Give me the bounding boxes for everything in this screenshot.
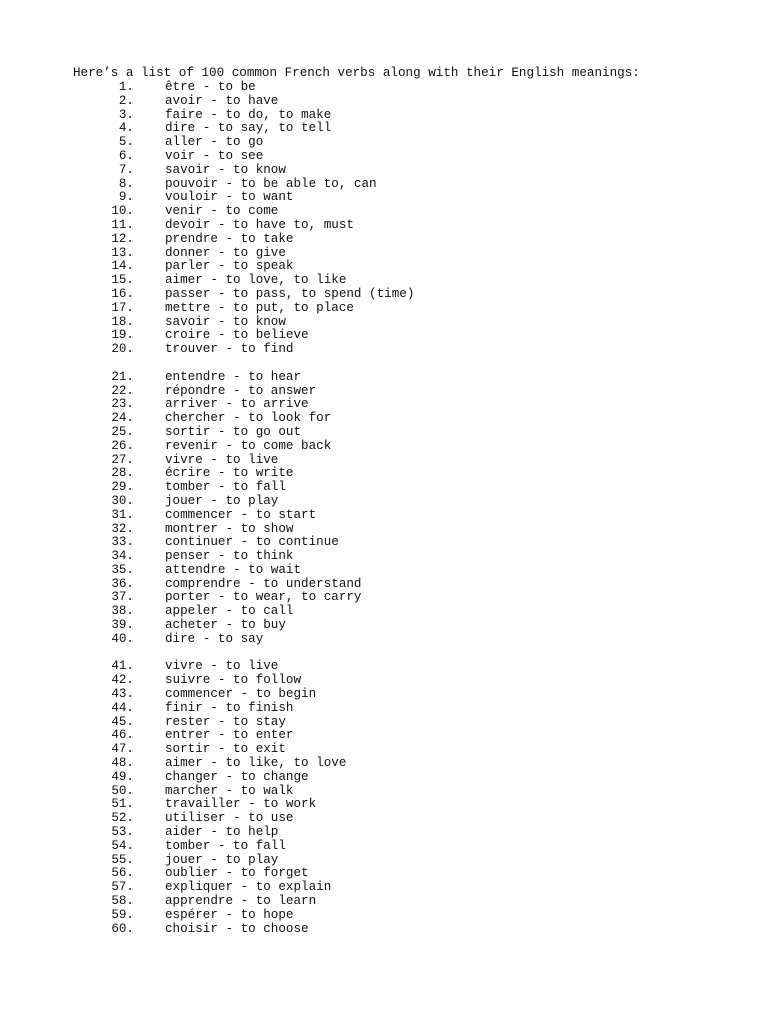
verb-entry: commencer - to start	[165, 507, 317, 522]
list-item-number: 40.	[111, 631, 134, 646]
list-item-number: 60.	[111, 921, 134, 936]
verb-entry: voir - to see	[165, 148, 264, 163]
verb-entry: aider - to help	[165, 825, 279, 840]
list-item-number: 42.	[111, 673, 134, 688]
verb-entry: attendre - to wait	[165, 562, 302, 577]
list-item	[0, 633, 768, 647]
list-item	[0, 523, 768, 537]
list-item	[0, 288, 768, 302]
verb-entry: mettre - to put, to place	[165, 300, 354, 315]
list-item-number: 41.	[111, 659, 134, 674]
verb-entry: vivre - to live	[165, 659, 279, 674]
list-item-number: 29.	[111, 480, 134, 495]
list-item-number: 19.	[111, 328, 134, 343]
list-item-number: 14.	[111, 259, 134, 274]
verb-entry: entrer - to enter	[165, 728, 294, 743]
list-item	[0, 481, 768, 495]
list-item-number: 7.	[118, 162, 134, 177]
list-item-number: 11.	[111, 217, 134, 232]
list-item-number: 5.	[118, 135, 134, 150]
verb-entry: dire - to say	[165, 631, 264, 646]
verb-group	[0, 371, 768, 647]
list-item	[0, 454, 768, 468]
verb-entry: parler - to speak	[165, 259, 294, 274]
verb-list	[0, 81, 768, 936]
list-item	[0, 550, 768, 564]
verb-entry: vouloir - to want	[165, 190, 294, 205]
list-item	[0, 219, 768, 233]
verb-entry: savoir - to know	[165, 314, 286, 329]
list-item-number: 33.	[111, 535, 134, 550]
list-item-number: 17.	[111, 300, 134, 315]
verb-entry: jouer - to play	[165, 852, 279, 867]
verb-entry: aller - to go	[165, 135, 264, 150]
verb-entry: passer - to pass, to spend (time)	[165, 286, 415, 301]
verb-entry: faire - to do, to make	[165, 107, 332, 122]
list-item	[0, 467, 768, 481]
list-item	[0, 895, 768, 909]
list-item-number: 21.	[111, 369, 134, 384]
list-item	[0, 702, 768, 716]
list-item	[0, 826, 768, 840]
list-item-number: 18.	[111, 314, 134, 329]
verb-entry: sortir - to go out	[165, 424, 302, 439]
verb-entry: appeler - to call	[165, 604, 294, 619]
verb-entry: finir - to finish	[165, 700, 294, 715]
list-item	[0, 881, 768, 895]
list-item	[0, 578, 768, 592]
list-item	[0, 495, 768, 509]
verb-entry: utiliser - to use	[165, 811, 294, 826]
list-item	[0, 150, 768, 164]
list-item	[0, 729, 768, 743]
list-item-number: 56.	[111, 866, 134, 881]
list-item	[0, 164, 768, 178]
list-item	[0, 757, 768, 771]
list-item-number: 45.	[111, 714, 134, 729]
list-item	[0, 247, 768, 261]
list-item	[0, 371, 768, 385]
verb-entry: croire - to believe	[165, 328, 309, 343]
verb-entry: devoir - to have to, must	[165, 217, 354, 232]
list-item	[0, 854, 768, 868]
list-item	[0, 840, 768, 854]
list-item-number: 55.	[111, 852, 134, 867]
list-item	[0, 385, 768, 399]
verb-entry: revenir - to come back	[165, 438, 332, 453]
list-item	[0, 743, 768, 757]
verb-entry: continuer - to continue	[165, 535, 339, 550]
list-item-number: 9.	[118, 190, 134, 205]
list-item-number: 46.	[111, 728, 134, 743]
verb-entry: choisir - to choose	[165, 921, 309, 936]
list-item-number: 57.	[111, 880, 134, 895]
list-item-number: 25.	[111, 424, 134, 439]
list-item	[0, 316, 768, 330]
list-item	[0, 509, 768, 523]
verb-entry: entendre - to hear	[165, 369, 302, 384]
verb-group	[0, 81, 768, 357]
verb-entry: savoir - to know	[165, 162, 286, 177]
verb-entry: pouvoir - to be able to, can	[165, 176, 377, 191]
list-item-number: 6.	[118, 148, 134, 163]
list-item-number: 43.	[111, 687, 134, 702]
verb-entry: penser - to think	[165, 549, 294, 564]
list-item-number: 49.	[111, 769, 134, 784]
verb-entry: rester - to stay	[165, 714, 286, 729]
list-item-number: 28.	[111, 466, 134, 481]
verb-entry: avoir - to have	[165, 93, 279, 108]
list-item-number: 35.	[111, 562, 134, 577]
list-item	[0, 785, 768, 799]
list-item	[0, 909, 768, 923]
verb-entry: sortir - to exit	[165, 742, 286, 757]
verb-entry: montrer - to show	[165, 521, 294, 536]
verb-entry: marcher - to walk	[165, 783, 294, 798]
verb-entry: dire - to say, to tell	[165, 121, 332, 136]
list-item-number: 24.	[111, 411, 134, 426]
list-item	[0, 260, 768, 274]
list-item	[0, 233, 768, 247]
list-item-number: 44.	[111, 700, 134, 715]
verb-entry: arriver - to arrive	[165, 397, 309, 412]
list-item-number: 51.	[111, 797, 134, 812]
list-item	[0, 564, 768, 578]
list-item	[0, 205, 768, 219]
list-item	[0, 440, 768, 454]
list-item-number: 26.	[111, 438, 134, 453]
verb-entry: expliquer - to explain	[165, 880, 332, 895]
list-item-number: 13.	[111, 245, 134, 260]
verb-entry: suivre - to follow	[165, 673, 302, 688]
list-item-number: 59.	[111, 907, 134, 922]
list-item	[0, 136, 768, 150]
intro-paragraph: Here’s a list of 100 common French verbs along with their English meanings:	[73, 66, 640, 80]
list-item-number: 39.	[111, 618, 134, 633]
list-item-number: 22.	[111, 383, 134, 398]
list-item	[0, 674, 768, 688]
verb-entry: aimer - to love, to like	[165, 273, 347, 288]
list-item	[0, 812, 768, 826]
list-item-number: 4.	[118, 121, 134, 136]
list-item	[0, 343, 768, 357]
list-item	[0, 81, 768, 95]
list-item-number: 52.	[111, 811, 134, 826]
list-item	[0, 771, 768, 785]
list-item-number: 12.	[111, 231, 134, 246]
list-item-number: 20.	[111, 342, 134, 357]
verb-entry: aimer - to like, to love	[165, 756, 347, 771]
verb-entry: trouver - to find	[165, 342, 294, 357]
list-item	[0, 688, 768, 702]
list-item-number: 54.	[111, 838, 134, 853]
list-item	[0, 716, 768, 730]
list-item-number: 1.	[118, 80, 134, 94]
list-item	[0, 302, 768, 316]
list-item-number: 36.	[111, 576, 134, 591]
list-item-number: 34.	[111, 549, 134, 564]
verb-entry: chercher - to look for	[165, 411, 332, 426]
verb-entry: tomber - to fall	[165, 838, 286, 853]
list-item-number: 48.	[111, 756, 134, 771]
list-item	[0, 329, 768, 343]
list-item	[0, 619, 768, 633]
list-item-number: 10.	[111, 204, 134, 219]
list-item	[0, 591, 768, 605]
list-item-number: 3.	[118, 107, 134, 122]
list-item-number: 16.	[111, 286, 134, 301]
list-item-number: 27.	[111, 452, 134, 467]
verb-entry: vivre - to live	[165, 452, 279, 467]
list-item-number: 47.	[111, 742, 134, 757]
list-item-number: 58.	[111, 894, 134, 909]
list-item-number: 53.	[111, 825, 134, 840]
list-item	[0, 191, 768, 205]
list-item-number: 23.	[111, 397, 134, 412]
verb-entry: être - to be	[165, 80, 256, 94]
list-item	[0, 536, 768, 550]
list-item	[0, 95, 768, 109]
list-item	[0, 398, 768, 412]
verb-entry: jouer - to play	[165, 493, 279, 508]
verb-entry: oublier - to forget	[165, 866, 309, 881]
list-item	[0, 109, 768, 123]
verb-entry: comprendre - to understand	[165, 576, 362, 591]
verb-entry: apprendre - to learn	[165, 894, 317, 909]
list-item	[0, 660, 768, 674]
list-item-number: 2.	[118, 93, 134, 108]
list-item-number: 30.	[111, 493, 134, 508]
verb-entry: écrire - to write	[165, 466, 294, 481]
list-item-number: 50.	[111, 783, 134, 798]
list-item	[0, 122, 768, 136]
list-item-number: 32.	[111, 521, 134, 536]
list-item	[0, 867, 768, 881]
list-item-number: 8.	[118, 176, 134, 191]
list-item	[0, 412, 768, 426]
list-item-number: 15.	[111, 273, 134, 288]
verb-entry: commencer - to begin	[165, 687, 317, 702]
verb-entry: porter - to wear, to carry	[165, 590, 362, 605]
list-item-number: 31.	[111, 507, 134, 522]
list-item	[0, 178, 768, 192]
list-item	[0, 426, 768, 440]
verb-entry: donner - to give	[165, 245, 286, 260]
list-item	[0, 923, 768, 937]
verb-entry: travailler - to work	[165, 797, 317, 812]
list-item	[0, 274, 768, 288]
verb-entry: prendre - to take	[165, 231, 294, 246]
verb-entry: venir - to come	[165, 204, 279, 219]
verb-entry: tomber - to fall	[165, 480, 286, 495]
verb-entry: répondre - to answer	[165, 383, 317, 398]
verb-entry: acheter - to buy	[165, 618, 286, 633]
list-item	[0, 605, 768, 619]
verb-group	[0, 660, 768, 936]
verb-entry: espérer - to hope	[165, 907, 294, 922]
list-item	[0, 798, 768, 812]
list-item-number: 38.	[111, 604, 134, 619]
verb-entry: changer - to change	[165, 769, 309, 784]
list-item-number: 37.	[111, 590, 134, 605]
